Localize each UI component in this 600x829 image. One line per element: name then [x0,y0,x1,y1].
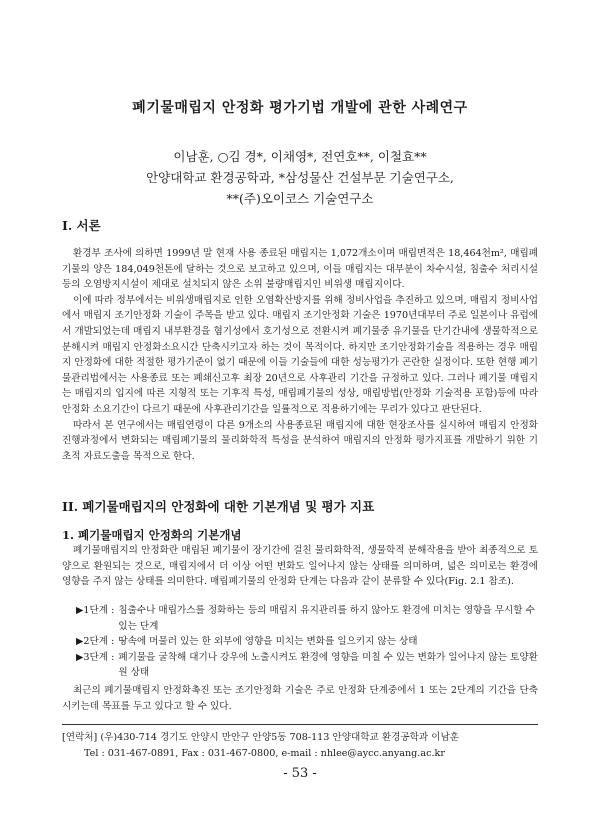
step-text: 폐기물을 굴착해 대기나 강우에 노출시켜도 환경에 영향을 미칠 수 있는 변화가 일어나지 않는 토양환원 상태 [118,651,538,679]
section-2-closing [62,683,538,714]
subsection-heading: 1. 폐기물매립지 안정화의 기본개념 [62,528,242,542]
step-label: ▶3단계 : [76,651,115,663]
paper-title: 폐기물매립지 안정화 평가기법 개발에 관한 사례연구 [132,100,468,116]
stabilization-steps-list [62,603,538,681]
footnote-divider [62,724,538,725]
section-2-intro [62,543,538,590]
list-item [62,650,538,681]
step-text: 침출수나 매립가스를 정화하는 등의 매립지 유지관리를 하지 않아도 환경에 미치는 영향을 무시할 수 있는 단계 [118,605,535,632]
step-label: ▶2단계 : [76,636,115,648]
contact-address: [연락처] (우)430-714 경기도 안양시 만안구 안양5동 708-113 안양대학교 환경공학과 이남훈 [62,732,460,743]
contact-footnote [62,730,538,762]
paragraph: 이에 따라 정부에서는 비위생매립지로 인한 오염확산방지를 위해 정비사업을 추진하고 있으며, 매립지 정비사업에서 매립지 조기안정화 기술이 주목을 받고 있다. 매립지 조기안정화 기술은 1970년대부터 주로 일본이나 유럽에서 개발되었는데 매립지 내부환경을 혐기성에서 호기성으로 전환시켜 폐기물중 유기물을 단기간내에 생물학적으로 분해시켜 매립지 안정화소요시간 단축시키고자 하는 것이 목적이다. 하지만 조기안정화기술을 적용하는 경우 매립지 안정화에 대한 적절한 평가기준이 없기 때문에 이들 기술들에 대한 성능평가가 곤란한 실정이다. 또한 현행 폐기물관리법에서는 사용종료 또는 폐쇄신고후 최장 20년으로 사후관리 기간을 규정하고 있다. 그러나 폐기물 매립지는 매립지의 입지에 따른 지형적 또는 기후적 특성, 매립폐기물의 성상, 매립방법(안정화 기술적용 포함)등에 따라 안정화 소요기간이 다르기 때문에 사후관리기간을 일률적으로 적용하기에는 무리가 있다고 판단된다. [62,294,538,415]
paragraph: 환경부 조사에 의하면 1999년 말 현재 사용 종료된 매립지는 1,072개소이며 매립면적은 18,464천m², 매립폐기물의 양은 184,049천톤에 달하는 것으로 보고하고 있으며, 이들 매립지는 대부분이 차수시설, 침출수 처리시설 등의 오염방지시설이 제대로 설치되지 않은 소위 불량매립지인 비위생 매립지이다. [62,248,538,291]
paragraph: 따라서 본 연구에서는 매립연령이 다른 9개소의 사용종료된 매립지에 대한 현장조사를 실시하여 매립지 안정화 진행과정에서 변화되는 매립폐기물의 물리화학적 특성을 분석하여 매립지의 안정화 평가지표를 개발하기 위한 기초적 자료도출을 목적으로 한다. [62,419,538,462]
paragraph: 최근의 폐기물매립지 안정화촉진 또는 조기안정화 기술은 주로 안정화 단계중에서 1 또는 2단계의 기간을 단축시키는데 목표를 두고 있다고 할 수 있다. [62,685,538,712]
step-text: 땅속에 머물러 있는 한 외부에 영향을 미치는 변화를 일으키지 않는 상태 [118,636,418,648]
author-block [0,146,600,209]
paragraph: 폐기물매립지의 안정화란 매립된 폐기물이 장기간에 걸친 물리화학적, 생물학적 분해작용을 받아 최종적으로 토양으로 환원되는 것으로, 매립지에서 더 이상 어떤 변화도 일어나지 않는 상태를 의미하며, 넓은 의미로는 환경에 영향을 주지 않는 상태를 의미한다. 매립폐기물의 안정화 단계는 다음과 같이 분류할 수 있다(Fig. 2.1 참조). [62,545,538,588]
list-item [62,634,538,650]
contact-phone-email: Tel : 031-467-0891, Fax : 031-467-0800, e-mail : nhlee@aycc.anyang.ac.kr [84,748,445,759]
list-item [62,603,538,634]
author-names: 이남훈, ○김 경*, 이채영*, 전연호**, 이철효** [173,149,427,164]
page-number: - 53 - [283,766,317,781]
section-1-heading: I. 서론 [62,218,101,233]
affiliation-line-1: 안양대학교 환경공학과, *삼성물산 건설부문 기술연구소, [146,170,454,185]
step-label: ▶1단계 : [76,605,115,616]
affiliation-line-2: **(주)오이코스 기술연구소 [226,191,374,206]
section-2-heading: II. 폐기물매립지의 안정화에 대한 기본개념 및 평가 지표 [62,499,375,514]
section-1-body [62,246,538,464]
